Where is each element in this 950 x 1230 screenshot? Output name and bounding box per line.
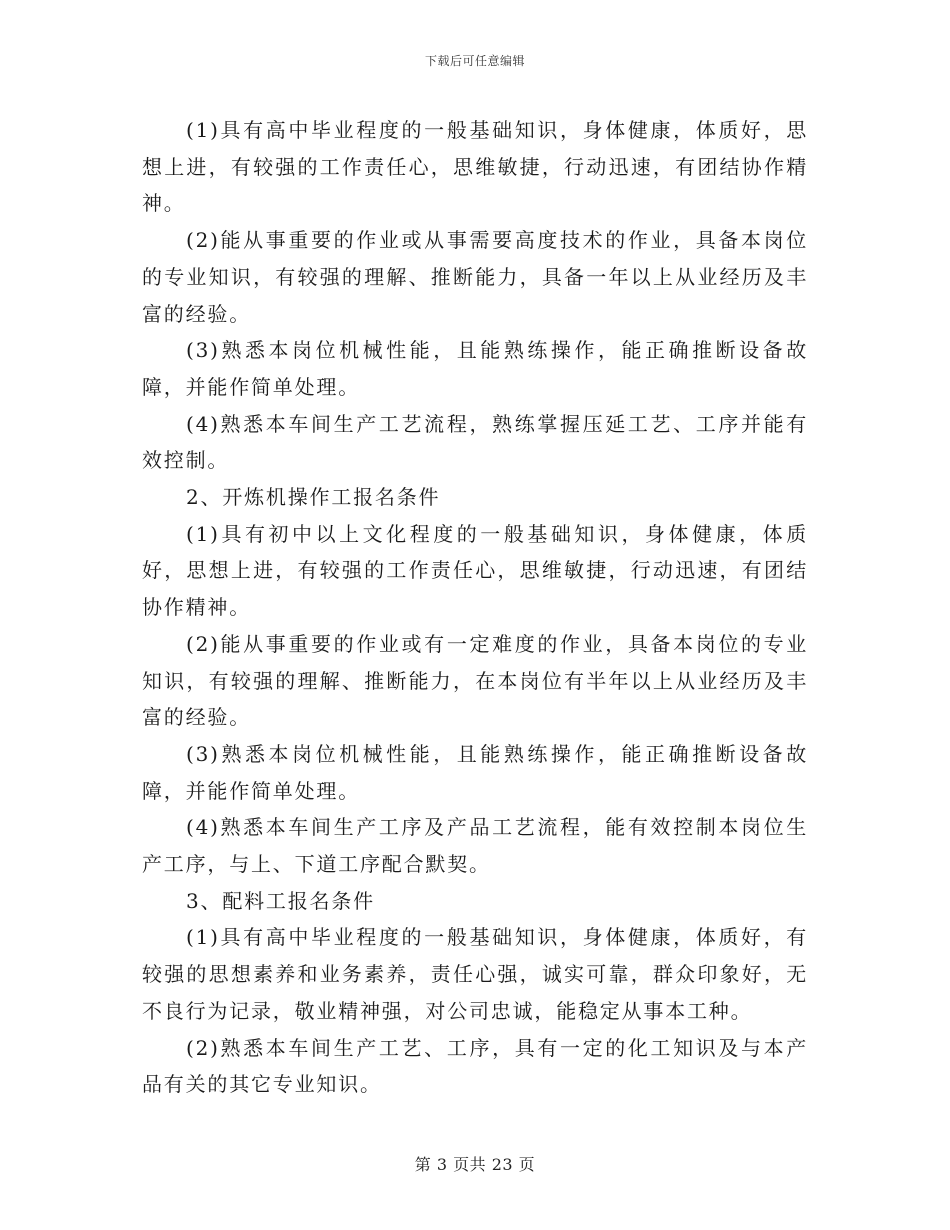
paragraph: (3)熟悉本岗位机械性能，且能熟练操作，能正确推断设备故障，并能作简单处理。	[142, 741, 808, 803]
paragraph: (3)熟悉本岗位机械性能，且能熟练操作，能正确推断设备故障，并能作简单处理。	[142, 338, 808, 399]
paragraph: (4)熟悉本车间生产工序及产品工艺流程，能有效控制本岗位生产工序，与上、下道工序配合默契。	[142, 815, 808, 877]
paragraph: (2)熟悉本车间生产工艺、工序，具有一定的化工知识及与本产品有关的其它专业知识。	[142, 1035, 808, 1097]
paragraph: (2)能从事重要的作业或有一定难度的作业，具备本岗位的专业知识，有较强的理解、推断能力，在本岗位有半年以上从业经历及丰富的经验。	[142, 631, 808, 730]
paragraph: (1)具有高中毕业程度的一般基础知识，身体健康，体质好，思想上进，有较强的工作责任心，思维敏捷，行动迅速，有团结协作精神。	[142, 118, 808, 216]
paragraph: (1)具有高中毕业程度的一般基础知识，身体健康，体质好，有较强的思想素养和业务素养，责任心强，诚实可靠，群众印象好，无不良行为记录，敬业精神强，对公司忠诚，能稳定从事本工种。	[142, 925, 808, 1023]
page-number: 第 3 页共 23 页	[414, 1155, 536, 1174]
page-header: 下载后可任意编辑	[424, 54, 525, 68]
section-heading: 3、配料工报名条件	[186, 888, 375, 913]
paragraph: (4)熟悉本车间生产工艺流程，熟练掌握压延工艺、工序并能有效控制。	[142, 411, 808, 473]
paragraph: (2)能从事重要的作业或从事需要高度技术的作业，具备本岗位的专业知识，有较强的理解、推断能力，具备一年以上从业经历及丰富的经验。	[142, 228, 808, 326]
paragraph: (1)具有初中以上文化程度的一般基础知识，身体健康，体质好，思想上进，有较强的工作责任心，思维敏捷，行动迅速，有团结协作精神。	[142, 521, 808, 620]
section-heading: 2、开炼机操作工报名条件	[186, 485, 441, 510]
document-body	[142, 112, 808, 1103]
